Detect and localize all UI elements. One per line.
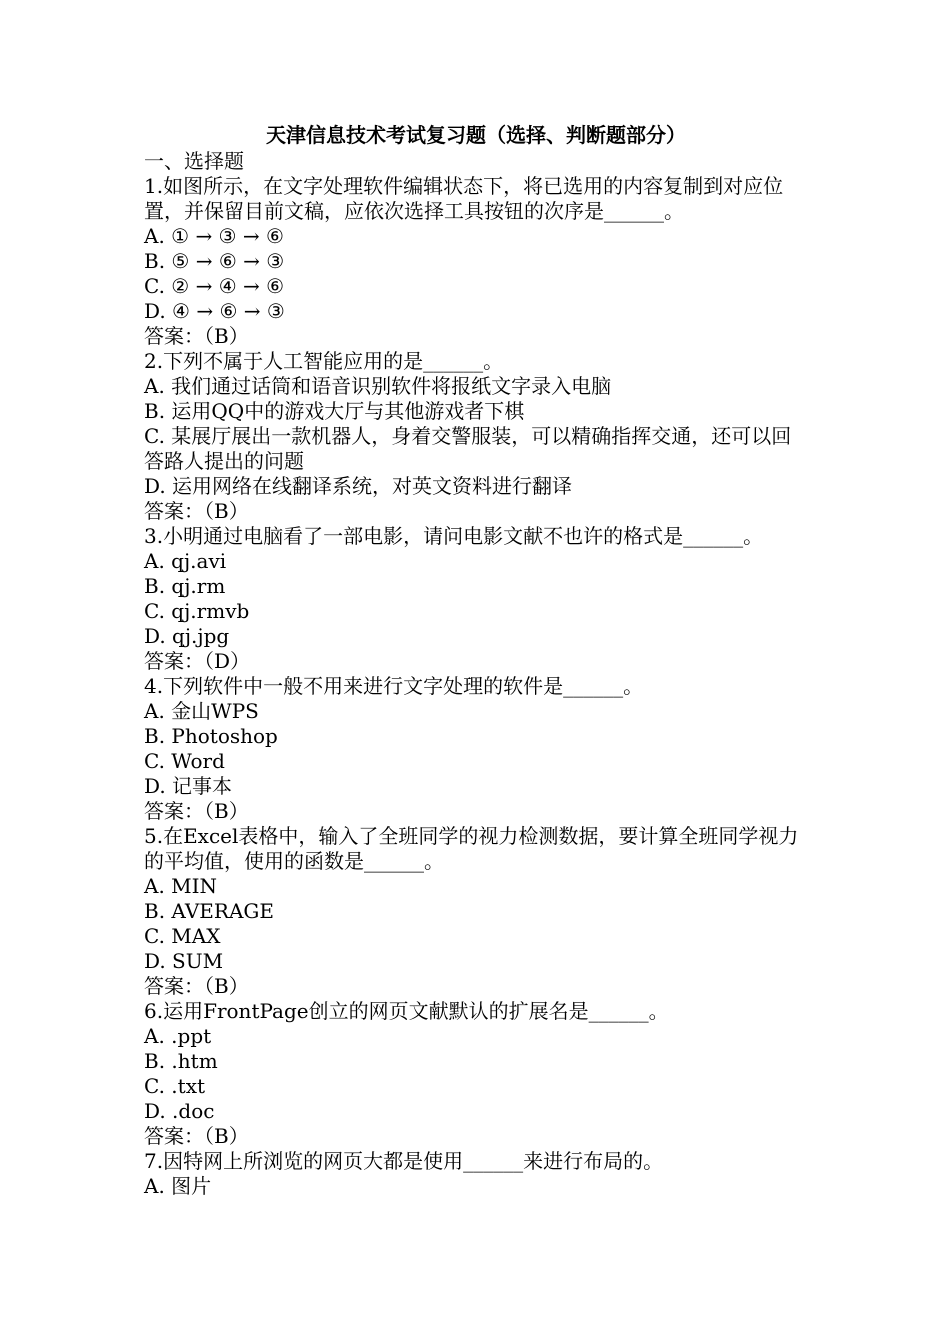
question-stem: 3.小明通过电脑看了一部电影，请问电影文献不也许的格式是______。 — [144, 524, 764, 548]
question-option: A. 图片 — [144, 1174, 212, 1198]
question-stem: 5.在Excel表格中，输入了全班同学的视力检测数据，要计算全班同学视力的平均值，使用的函数是______。 — [144, 824, 799, 873]
section-heading: 一、选择题 — [144, 149, 244, 173]
question-option: D. .doc — [144, 1099, 215, 1123]
question-stem: 7.因特网上所浏览的网页大都是使用______来进行布局的。 — [144, 1149, 664, 1173]
question-block — [144, 674, 808, 824]
question-option: B. Photoshop — [144, 724, 278, 748]
question-option: D. qj.jpg — [144, 624, 230, 648]
question-option: A. qj.avi — [144, 549, 227, 573]
question-answer: 答案：（B） — [144, 324, 249, 348]
question-option: A. 金山WPS — [144, 699, 259, 723]
question-option: D. 记事本 — [144, 774, 233, 798]
question-answer: 答案：（B） — [144, 974, 249, 998]
question-option: C. 某展厅展出一款机器人，身着交警服装，可以精确指挥交通，还可以回答路人提出的问题 — [144, 424, 792, 473]
document-title: 天津信息技术考试复习题（选择、判断题部分） — [266, 123, 686, 147]
question-option: C. qj.rmvb — [144, 599, 250, 623]
question-block — [144, 1149, 808, 1199]
question-stem: 4.下列软件中一般不用来进行文字处理的软件是______。 — [144, 674, 644, 698]
question-option: B. AVERAGE — [144, 899, 274, 923]
question-answer: 答案：（B） — [144, 1124, 249, 1148]
question-block — [144, 524, 808, 674]
question-answer: 答案：（B） — [144, 799, 249, 823]
question-answer: 答案：（D） — [144, 649, 251, 673]
question-option: A. 我们通过话筒和语音识别软件将报纸文字录入电脑 — [144, 374, 612, 398]
question-option: C. .txt — [144, 1074, 206, 1098]
question-block — [144, 999, 808, 1149]
question-option: C. ② → ④ → ⑥ — [144, 274, 285, 298]
question-option: A. MIN — [144, 874, 218, 898]
question-option: D. SUM — [144, 949, 224, 973]
question-option: D. ④ → ⑥ → ③ — [144, 299, 285, 323]
question-option: B. qj.rm — [144, 574, 226, 598]
question-option: A. .ppt — [144, 1024, 212, 1048]
question-block — [144, 824, 808, 999]
question-option: B. .htm — [144, 1049, 218, 1073]
question-option: C. Word — [144, 749, 225, 773]
question-option: C. MAX — [144, 924, 221, 948]
question-option: A. ① → ③ → ⑥ — [144, 224, 284, 248]
question-block — [144, 174, 808, 349]
question-stem: 6.运用FrontPage创立的网页文献默认的扩展名是______。 — [144, 999, 669, 1023]
question-stem: 2.下列不属于人工智能应用的是______。 — [144, 349, 504, 373]
document-page — [144, 122, 808, 1199]
question-option: B. 运用QQ中的游戏大厅与其他游戏者下棋 — [144, 399, 525, 423]
question-option: B. ⑤ → ⑥ → ③ — [144, 249, 285, 273]
question-answer: 答案：（B） — [144, 499, 249, 523]
question-option: D. 运用网络在线翻译系统，对英文资料进行翻译 — [144, 474, 573, 498]
question-stem: 1.如图所示，在文字处理软件编辑状态下，将已选用的内容复制到对应位置，并保留目前文稿，应依次选择工具按钮的次序是______。 — [144, 174, 784, 223]
question-block — [144, 349, 808, 524]
